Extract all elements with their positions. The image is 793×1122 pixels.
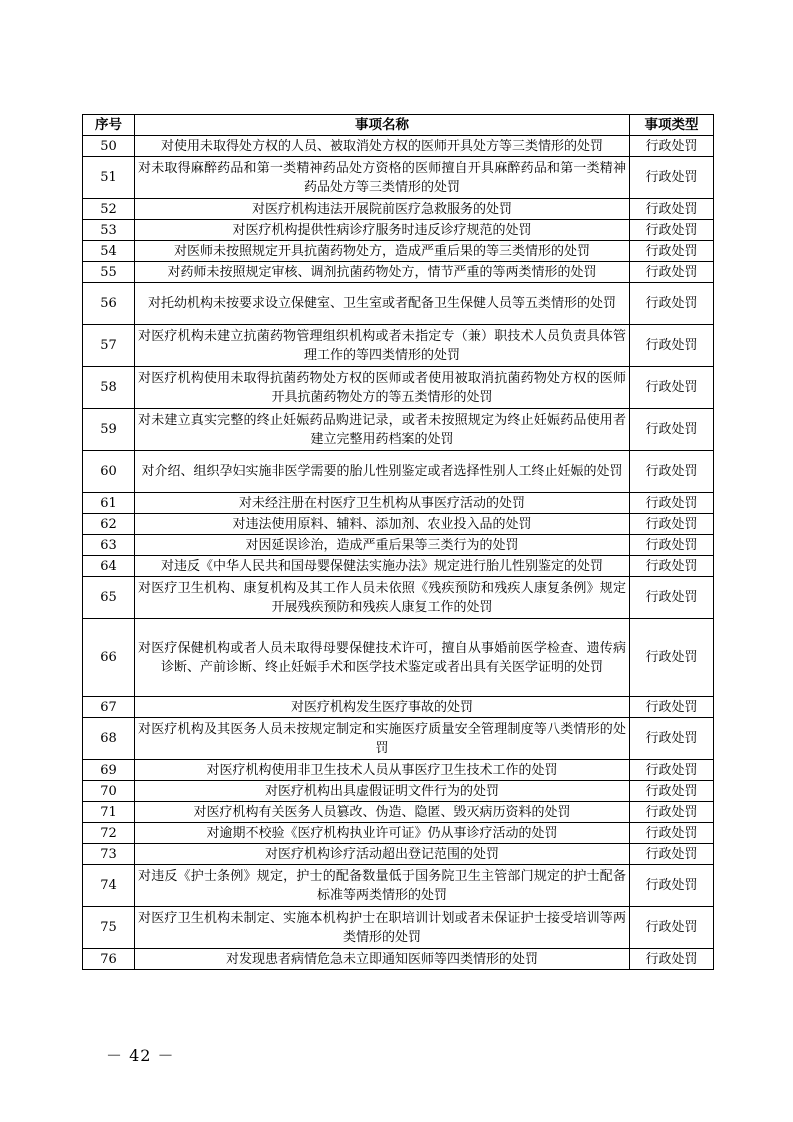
table-row <box>83 619 714 697</box>
cell-name: 对医疗机构有关医务人员篡改、伪造、隐匿、毁灭病历资料的处罚 <box>135 802 630 823</box>
table-row <box>83 220 714 241</box>
cell-name: 对医疗机构违法开展院前医疗急救服务的处罚 <box>135 199 630 220</box>
cell-name: 对未取得麻醉药品和第一类精神药品处方资格的医师擅自开具麻醉药品和第一类精神药品处方等三类情形的处罚 <box>135 157 630 199</box>
cell-name: 对托幼机构未按要求设立保健室、卫生室或者配备卫生保健人员等五类情形的处罚 <box>135 283 630 325</box>
cell-name: 对药师未按照规定审核、调剂抗菌药物处方，情节严重的等两类情形的处罚 <box>135 262 630 283</box>
table-row <box>83 199 714 220</box>
cell-type: 行政处罚 <box>630 823 714 844</box>
table-body <box>83 136 714 970</box>
cell-name: 对未经注册在村医疗卫生机构从事医疗活动的处罚 <box>135 493 630 514</box>
cell-no: 66 <box>83 619 135 697</box>
cell-no: 75 <box>83 907 135 949</box>
cell-name: 对医师未按照规定开具抗菌药物处方，造成严重后果的等三类情形的处罚 <box>135 241 630 262</box>
cell-no: 68 <box>83 718 135 760</box>
cell-type: 行政处罚 <box>630 949 714 970</box>
cell-name: 对介绍、组织孕妇实施非医学需要的胎儿性别鉴定或者选择性别人工终止妊娠的处罚 <box>135 451 630 493</box>
cell-name: 对医疗卫生机构、康复机构及其工作人员未依照《残疾预防和残疾人康复条例》规定开展残疾预防和残疾人康复工作的处罚 <box>135 577 630 619</box>
table-row <box>83 802 714 823</box>
cell-type: 行政处罚 <box>630 409 714 451</box>
matters-table <box>82 114 714 970</box>
cell-no: 60 <box>83 451 135 493</box>
cell-type: 行政处罚 <box>630 451 714 493</box>
table-row <box>83 367 714 409</box>
cell-type: 行政处罚 <box>630 199 714 220</box>
cell-name: 对医疗机构未建立抗菌药物管理组织机构或者未指定专（兼）职技术人员负责具体管理工作的等四类情形的处罚 <box>135 325 630 367</box>
cell-type: 行政处罚 <box>630 367 714 409</box>
header-no: 序号 <box>83 115 135 136</box>
table-row <box>83 697 714 718</box>
table-row <box>83 325 714 367</box>
cell-name: 对发现患者病情危急未立即通知医师等四类情形的处罚 <box>135 949 630 970</box>
table-header-row <box>83 115 714 136</box>
cell-name: 对医疗机构使用未取得抗菌药物处方权的医师或者使用被取消抗菌药物处方权的医师开具抗菌药物处方的等五类情形的处罚 <box>135 367 630 409</box>
table-row <box>83 907 714 949</box>
cell-no: 50 <box>83 136 135 157</box>
cell-type: 行政处罚 <box>630 325 714 367</box>
cell-no: 58 <box>83 367 135 409</box>
cell-name: 对违反《中华人民共和国母婴保健法实施办法》规定进行胎儿性别鉴定的处罚 <box>135 556 630 577</box>
cell-type: 行政处罚 <box>630 283 714 325</box>
cell-no: 62 <box>83 514 135 535</box>
cell-type: 行政处罚 <box>630 697 714 718</box>
cell-type: 行政处罚 <box>630 493 714 514</box>
table-row <box>83 514 714 535</box>
cell-type: 行政处罚 <box>630 241 714 262</box>
table-row <box>83 760 714 781</box>
cell-type: 行政处罚 <box>630 157 714 199</box>
cell-type: 行政处罚 <box>630 619 714 697</box>
header-name: 事项名称 <box>135 115 630 136</box>
table-row <box>83 718 714 760</box>
table-row <box>83 844 714 865</box>
cell-no: 61 <box>83 493 135 514</box>
table-row <box>83 949 714 970</box>
cell-no: 72 <box>83 823 135 844</box>
cell-no: 59 <box>83 409 135 451</box>
cell-no: 76 <box>83 949 135 970</box>
table-row <box>83 556 714 577</box>
table-row <box>83 577 714 619</box>
cell-name: 对医疗机构出具虚假证明文件行为的处罚 <box>135 781 630 802</box>
cell-name: 对违反《护士条例》规定，护士的配备数量低于国务院卫生主管部门规定的护士配备标准等两类情形的处罚 <box>135 865 630 907</box>
table-row <box>83 451 714 493</box>
cell-name: 对医疗机构发生医疗事故的处罚 <box>135 697 630 718</box>
table-row <box>83 136 714 157</box>
cell-type: 行政处罚 <box>630 718 714 760</box>
header-type: 事项类型 <box>630 115 714 136</box>
cell-type: 行政处罚 <box>630 802 714 823</box>
table-row <box>83 283 714 325</box>
cell-no: 55 <box>83 262 135 283</box>
cell-no: 54 <box>83 241 135 262</box>
cell-no: 52 <box>83 199 135 220</box>
table-row <box>83 157 714 199</box>
cell-type: 行政处罚 <box>630 136 714 157</box>
table-row <box>83 493 714 514</box>
cell-name: 对医疗保健机构或者人员未取得母婴保健技术许可，擅自从事婚前医学检查、遗传病诊断、产前诊断、终止妊娠手术和医学技术鉴定或者出具有关医学证明的处罚 <box>135 619 630 697</box>
cell-no: 56 <box>83 283 135 325</box>
cell-type: 行政处罚 <box>630 865 714 907</box>
cell-type: 行政处罚 <box>630 262 714 283</box>
cell-type: 行政处罚 <box>630 220 714 241</box>
cell-type: 行政处罚 <box>630 781 714 802</box>
cell-name: 对逾期不校验《医疗机构执业许可证》仍从事诊疗活动的处罚 <box>135 823 630 844</box>
cell-no: 57 <box>83 325 135 367</box>
cell-no: 65 <box>83 577 135 619</box>
cell-no: 73 <box>83 844 135 865</box>
table-row <box>83 535 714 556</box>
table-row <box>83 409 714 451</box>
cell-no: 74 <box>83 865 135 907</box>
cell-name: 对医疗机构及其医务人员未按规定制定和实施医疗质量安全管理制度等八类情形的处罚 <box>135 718 630 760</box>
table-row <box>83 865 714 907</box>
cell-type: 行政处罚 <box>630 907 714 949</box>
cell-no: 53 <box>83 220 135 241</box>
cell-type: 行政处罚 <box>630 577 714 619</box>
cell-type: 行政处罚 <box>630 514 714 535</box>
cell-name: 对使用未取得处方权的人员、被取消处方权的医师开具处方等三类情形的处罚 <box>135 136 630 157</box>
cell-no: 51 <box>83 157 135 199</box>
cell-type: 行政处罚 <box>630 760 714 781</box>
page-number: － 42 － <box>106 1046 175 1065</box>
cell-name: 对因延误诊治，造成严重后果等三类行为的处罚 <box>135 535 630 556</box>
cell-name: 对医疗机构使用非卫生技术人员从事医疗卫生技术工作的处罚 <box>135 760 630 781</box>
cell-type: 行政处罚 <box>630 556 714 577</box>
table-row <box>83 241 714 262</box>
cell-type: 行政处罚 <box>630 844 714 865</box>
cell-no: 70 <box>83 781 135 802</box>
cell-no: 71 <box>83 802 135 823</box>
cell-name: 对医疗机构诊疗活动超出登记范围的处罚 <box>135 844 630 865</box>
cell-no: 64 <box>83 556 135 577</box>
cell-name: 对违法使用原料、辅料、添加剂、农业投入品的处罚 <box>135 514 630 535</box>
cell-name: 对医疗卫生机构未制定、实施本机构护士在职培训计划或者未保证护士接受培训等两类情形的处罚 <box>135 907 630 949</box>
cell-no: 63 <box>83 535 135 556</box>
cell-name: 对未建立真实完整的终止妊娠药品购进记录，或者未按照规定为终止妊娠药品使用者建立完整用药档案的处罚 <box>135 409 630 451</box>
table-row <box>83 262 714 283</box>
cell-no: 67 <box>83 697 135 718</box>
table-row <box>83 823 714 844</box>
cell-name: 对医疗机构提供性病诊疗服务时违反诊疗规范的处罚 <box>135 220 630 241</box>
table-row <box>83 781 714 802</box>
cell-type: 行政处罚 <box>630 535 714 556</box>
cell-no: 69 <box>83 760 135 781</box>
